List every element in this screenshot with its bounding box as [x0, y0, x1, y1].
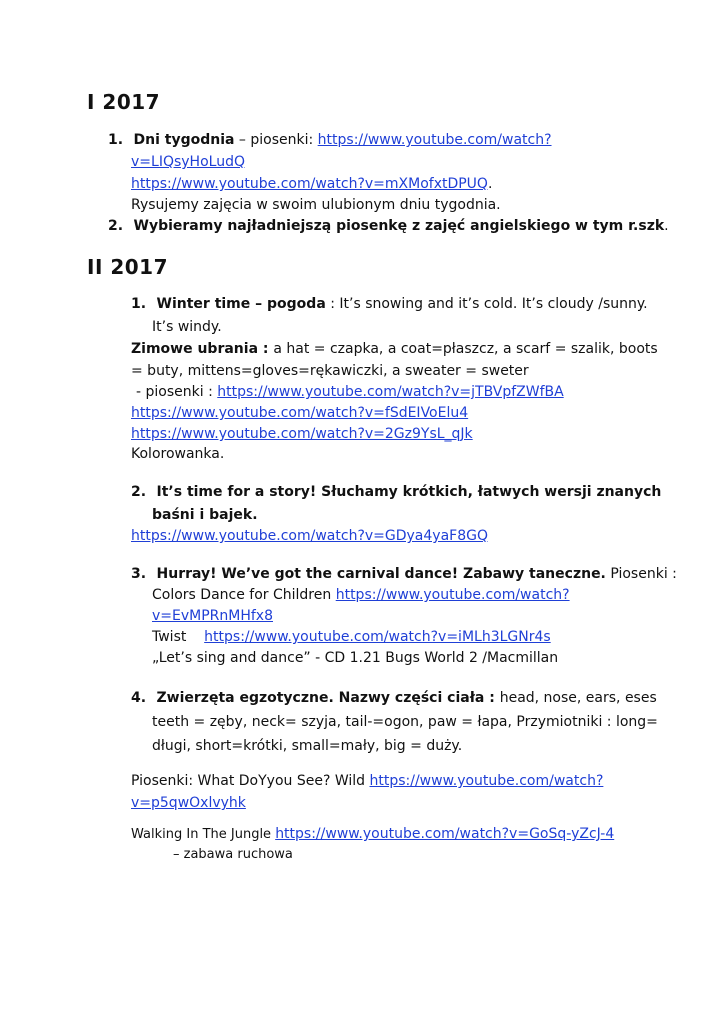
jan-item-1-note: Rysujemy zajęcia w swoim ulubionym dniu tygodnia. — [131, 197, 501, 213]
jan-item-1 — [108, 131, 552, 149]
youtube-link[interactable]: https://www.youtube.com/watch? — [369, 773, 604, 789]
youtube-link[interactable]: https://www.youtube.com/watch? — [317, 132, 552, 148]
feb-item-4-line2: teeth = zęby, neck= szyja, tail-=ogon, paw = łapa, Przymiotniki : long= — [152, 714, 658, 730]
song-twist-line — [152, 628, 551, 646]
songs-wild-line2 — [131, 794, 246, 812]
songs-label: Walking In The Jungle — [131, 827, 276, 842]
feb-item-2-link-line — [131, 527, 488, 545]
list-number: 4. — [131, 690, 147, 706]
punctuation: . — [487, 176, 493, 192]
punctuation: . — [664, 218, 669, 234]
item-text: Piosenki : — [605, 566, 677, 582]
list-number: 3. — [131, 566, 147, 582]
feb-item-1-line2: It’s windy. — [152, 319, 222, 335]
youtube-link[interactable]: v=LIQsyHoLudQ — [131, 154, 245, 170]
feb-item-1 — [131, 295, 648, 313]
jan-item-1-line2 — [131, 153, 245, 171]
item-title: Winter time – pogoda — [156, 296, 326, 312]
song-colors-line — [152, 586, 570, 604]
list-number: 2. — [131, 484, 147, 500]
list-number: 1. — [108, 132, 124, 148]
youtube-link[interactable]: https://www.youtube.com/watch?v=GDya4yaF8GQ — [131, 528, 488, 544]
youtube-link[interactable]: https://www.youtube.com/watch?v=iMLh3LGNr4s — [204, 629, 551, 645]
songs-link-3-line — [131, 425, 473, 443]
clothes-line-2: = buty, mittens=gloves=rękawiczki, a sweater = sweter — [131, 363, 529, 379]
feb-item-4-line3: długi, short=krótki, small=mały, big = duży. — [152, 738, 463, 754]
item-text: head, nose, ears, eses — [499, 690, 657, 706]
songs-label: Piosenki: What DoYyou See? Wild — [131, 773, 370, 789]
item-title: Dni tygodnia — [133, 132, 235, 148]
list-number: 1. — [131, 296, 147, 312]
feb-item-4 — [131, 689, 657, 707]
song-cd-line: „Let’s sing and dance” - CD 1.21 Bugs World 2 /Macmillan — [152, 650, 559, 666]
song-colors-line2 — [152, 607, 273, 625]
item-title: It’s time for a story! Słuchamy krótkich, łatwych wersji znanych — [156, 484, 662, 500]
item-title-cont: baśni i bajek. — [152, 507, 258, 523]
songs-jungle-note: – zabawa ruchowa — [173, 847, 293, 862]
item-text: – piosenki: — [234, 132, 318, 148]
feb-item-3 — [131, 565, 677, 583]
song-title: Twist — [152, 629, 205, 645]
item-title: Wybieramy najładniejszą piosenkę z zajęć angielskiego w tym r.szk — [133, 218, 665, 234]
section-heading-jan: I 2017 — [87, 90, 161, 114]
list-number: 2. — [108, 218, 124, 234]
youtube-link[interactable]: https://www.youtube.com/watch?v=2Gz9YsL_qJk — [131, 426, 473, 442]
clothes-title: Zimowe ubrania — [131, 341, 259, 357]
youtube-link[interactable]: https://www.youtube.com/watch?v=GoSq-yZcJ-4 — [275, 826, 615, 842]
youtube-link[interactable]: https://www.youtube.com/watch? — [335, 587, 570, 603]
section-heading-feb: II 2017 — [87, 255, 169, 279]
feb-item-2 — [131, 483, 661, 501]
punctuation: : — [484, 690, 500, 706]
youtube-link[interactable]: https://www.youtube.com/watch?v=fSdEIVoElu4 — [131, 405, 469, 421]
song-title: Colors Dance for Children — [152, 587, 336, 603]
feb-item-2-line2 — [152, 506, 258, 524]
coloring-note: Kolorowanka. — [131, 446, 225, 462]
clothes-text: a hat = czapka, a coat=płaszcz, a scarf = szalik, boots — [273, 341, 658, 357]
youtube-link[interactable]: v=p5qwOxlvyhk — [131, 795, 246, 811]
youtube-link[interactable]: https://www.youtube.com/watch?v=jTBVpfZWfBA — [217, 384, 564, 400]
songs-jungle-line — [131, 825, 614, 844]
item-text: : It’s snowing and it’s cold. It’s cloudy /sunny. — [325, 296, 648, 312]
clothes-line-1 — [131, 340, 658, 358]
youtube-link[interactable]: v=EvMPRnMHfx8 — [152, 608, 273, 624]
songs-wild-line — [131, 772, 603, 790]
youtube-link[interactable]: https://www.youtube.com/watch?v=mXMofxtDPUQ — [131, 176, 488, 192]
jan-item-1-line3 — [131, 175, 492, 193]
jan-item-2 — [108, 217, 669, 235]
item-title: Hurray! We’ve got the carnival dance! Zabawy taneczne. — [156, 566, 606, 582]
songs-label: - piosenki : — [136, 384, 218, 400]
songs-line — [136, 383, 564, 401]
punctuation: : — [258, 341, 274, 357]
songs-link-2-line — [131, 404, 468, 422]
item-title: Zwierzęta egzotyczne. Nazwy części ciała — [156, 690, 485, 706]
